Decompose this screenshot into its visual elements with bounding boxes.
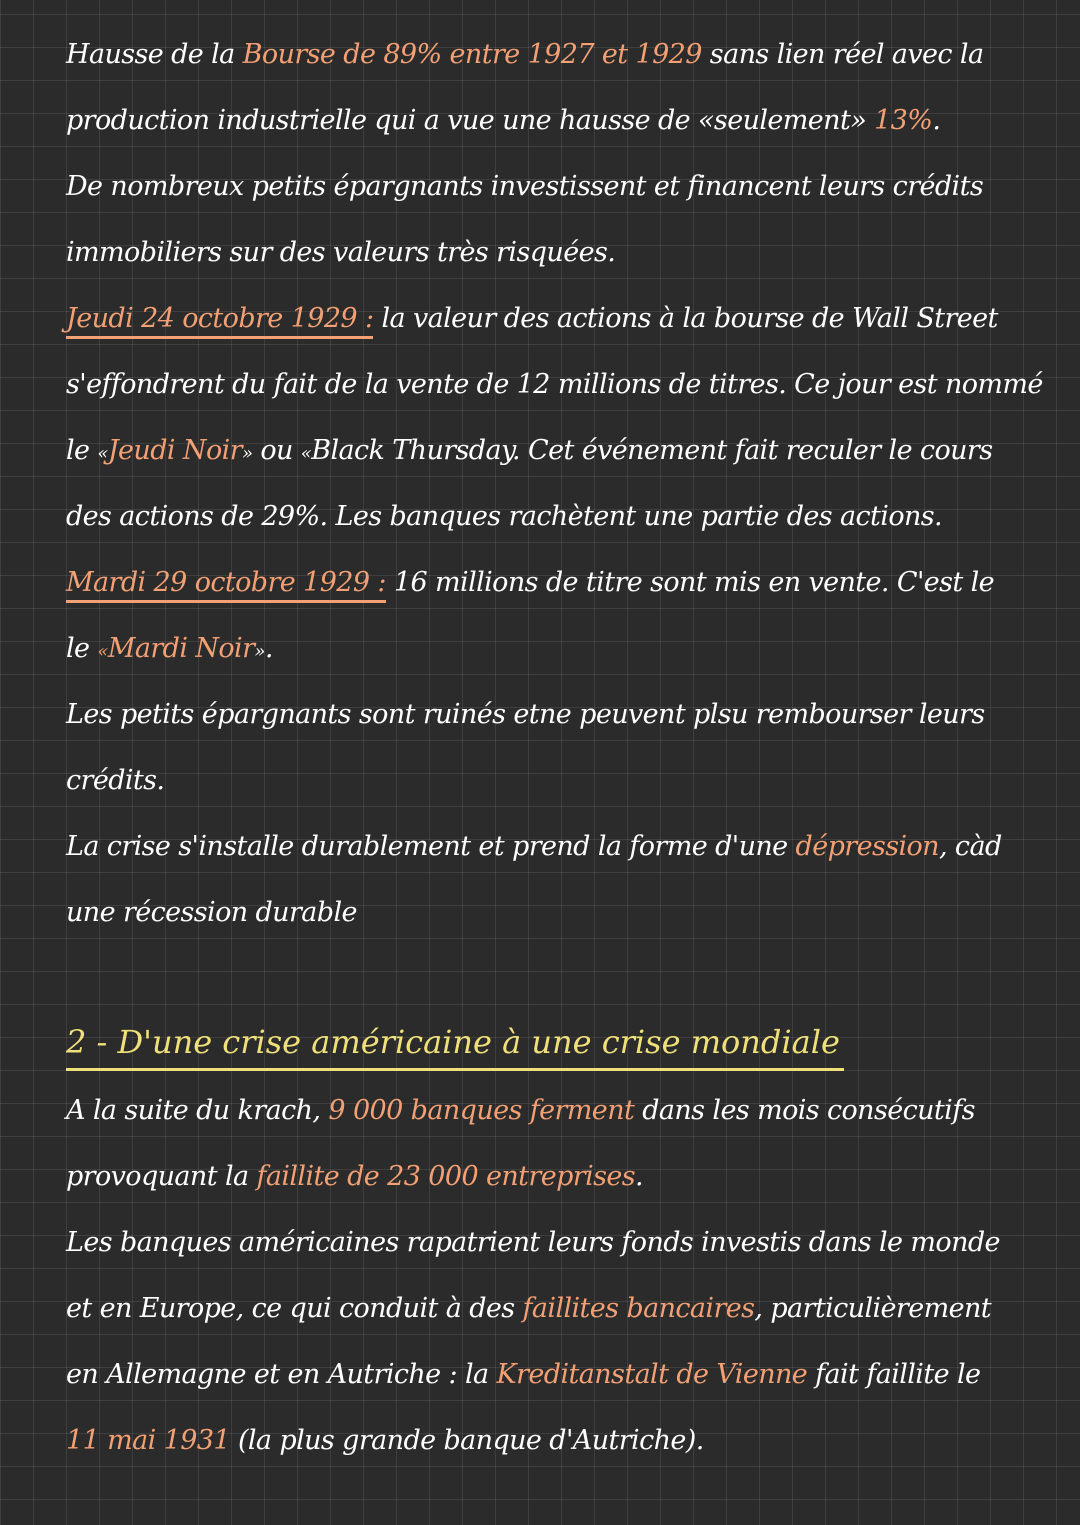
highlight-bourse: Bourse de 89% entre 1927 et 1929 [242, 39, 702, 70]
text: et en Europe, ce qui conduit à des [66, 1293, 523, 1324]
text: . [932, 105, 941, 136]
text: la valeur des actions à la bourse de Wall Street [373, 303, 998, 334]
highlight-kreditanstalt: Kreditanstalt de Vienne [496, 1359, 808, 1390]
highlight-jeudi-noir: Jeudi Noir [107, 435, 242, 466]
text: s'effondrent du fait de la vente de 12 millions de titres. Ce jour est nommé [66, 369, 1043, 400]
text: des actions de 29%. Les banques rachètent une partie des actions. [66, 501, 943, 532]
text-line [66, 550, 1040, 616]
highlight-mardi-noir: Mardi Noir [107, 633, 255, 664]
text: Les banques américaines rapatrient leurs fonds investis dans le monde [66, 1227, 1000, 1258]
text-line [66, 484, 1040, 550]
quote-open: « [97, 641, 108, 662]
text-line [66, 1342, 1040, 1408]
date-jeudi-24-octobre: Jeudi 24 octobre 1929 : [66, 303, 373, 339]
text-line [66, 1276, 1040, 1342]
text: fait faillite le [807, 1359, 981, 1390]
date-mardi-29-octobre: Mardi 29 octobre 1929 : [66, 567, 386, 603]
text: sans lien réel avec la [701, 39, 984, 70]
text-line [66, 814, 1040, 880]
text: De nombreux petits épargnants investissent et financent leurs crédits [66, 171, 984, 202]
text: Black Thursday. Cet événement fait reculer le cours [311, 435, 993, 466]
text-line [66, 22, 1040, 88]
highlight-banques-ferment: 9 000 banques ferment [328, 1095, 635, 1126]
text: Les petits épargnants sont ruinés etne peuvent plsu rembourser leurs [66, 699, 985, 730]
text: . [264, 633, 273, 664]
highlight-faillite-entreprises: faillite de 23 000 entreprises [256, 1161, 636, 1192]
quote-close: » [254, 641, 265, 662]
text: production industrielle qui a vue une hausse de «seulement» [66, 105, 875, 136]
text: immobiliers sur des valeurs très risquées. [66, 237, 616, 268]
text-line [66, 88, 1040, 154]
text-line [66, 154, 1040, 220]
section-heading [66, 1012, 1040, 1078]
text-line [66, 880, 1040, 946]
quote-open: « [300, 443, 312, 464]
text: provoquant la [66, 1161, 257, 1192]
highlight-date-11-mai: 11 mai 1931 [66, 1425, 230, 1456]
text: dans les mois consécutifs [634, 1095, 975, 1126]
highlight-13-percent: 13% [874, 105, 933, 136]
section-heading-text: 2 - D'une crise américaine à une crise mondiale [66, 1016, 844, 1071]
spacer [66, 946, 1040, 1012]
text-line [66, 220, 1040, 286]
highlight-faillites-bancaires: faillites bancaires [522, 1293, 755, 1324]
text-line [66, 1408, 1040, 1474]
text-line [66, 352, 1043, 418]
text: (la plus grande banque d'Autriche). [229, 1425, 704, 1456]
text-line [66, 682, 1040, 748]
highlight-depression: dépression [795, 831, 939, 862]
text-line [66, 748, 1040, 814]
text: le [66, 633, 98, 664]
text: le [66, 435, 98, 466]
text: , càd [938, 831, 1002, 862]
text: en Allemagne et en Autriche : la [66, 1359, 497, 1390]
text: La crise s'installe durablement et prend la forme d'une [66, 831, 796, 862]
text-line [66, 1210, 1040, 1276]
text-line [66, 616, 1040, 682]
text-line [66, 1078, 1040, 1144]
quote-close: » [241, 443, 253, 464]
text: une récession durable [66, 897, 357, 928]
quote-open: « [97, 443, 108, 464]
text: 16 millions de titre sont mis en vente. C'est le [385, 567, 995, 598]
text-line [66, 286, 1040, 352]
text: Hausse de la [66, 39, 243, 70]
text-line [66, 418, 1040, 484]
text: , particulièrement [754, 1293, 991, 1324]
text: A la suite du krach, [66, 1095, 329, 1126]
text: ou [252, 435, 301, 466]
text: crédits. [66, 765, 165, 796]
text-line [66, 1144, 1040, 1210]
text: . [635, 1161, 644, 1192]
